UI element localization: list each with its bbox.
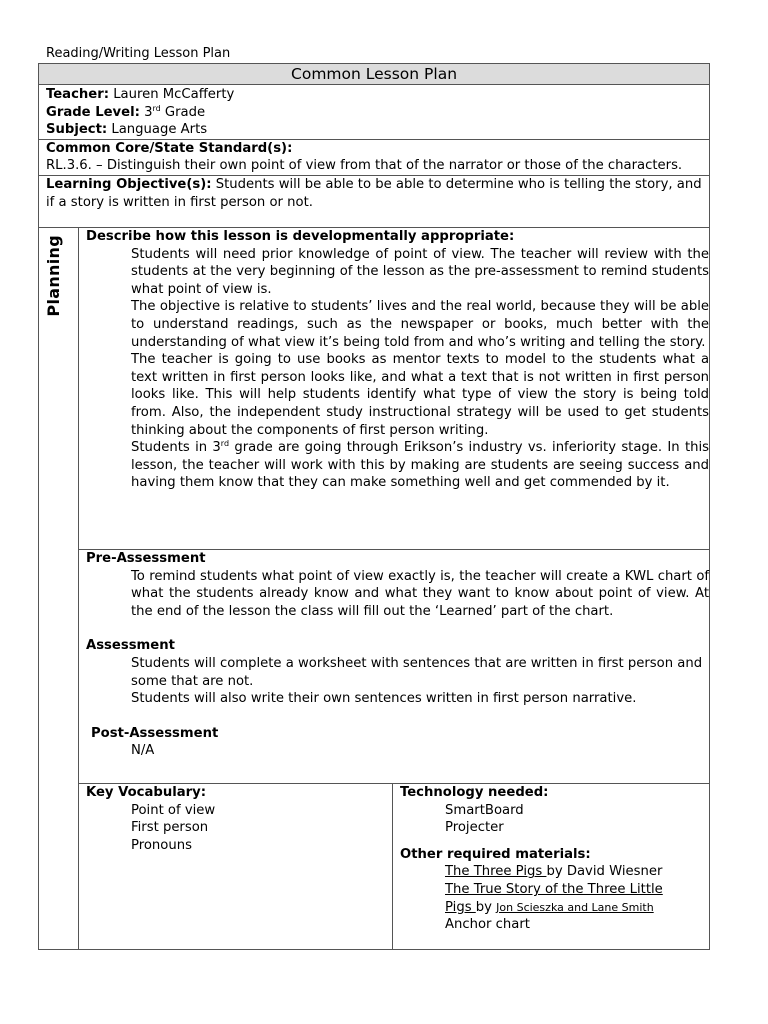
book2-authors: Jon Scieszka and Lane Smith <box>496 900 654 914</box>
technology-item: Projecter <box>445 820 504 836</box>
standards-text: RL.3.6. – Distinguish their own point of view from that of the narrator or those of the characters. <box>46 158 683 174</box>
plan-header: Common Lesson Plan <box>39 64 710 85</box>
grade-sup: rd <box>152 103 161 113</box>
vocabulary-item: First person <box>131 820 209 836</box>
standards-label: Common Core/State Standard(s): <box>46 140 293 156</box>
subject-line <box>46 121 709 139</box>
materials-item-2 <box>400 881 709 899</box>
technology-heading: Technology needed: <box>400 784 549 800</box>
book2-by: by <box>475 899 497 915</box>
teacher-info-cell <box>39 85 710 140</box>
technology-cell <box>393 783 710 949</box>
vocabulary-item: Pronouns <box>131 837 192 853</box>
assessment-heading: Assessment <box>86 638 175 654</box>
grade-value: 3 <box>139 104 153 120</box>
grade-suffix: Grade <box>160 104 206 120</box>
developmental-cell <box>79 227 710 549</box>
teacher-value: Lauren McCafferty <box>109 87 235 102</box>
developmental-p4 <box>86 439 709 492</box>
planning-side-cell <box>39 227 79 949</box>
grade-label: Grade Level: <box>46 104 140 120</box>
technology-item: SmartBoard <box>445 802 524 818</box>
materials-item-3: Anchor chart <box>445 917 530 933</box>
developmental-heading: Describe how this lesson is developmentally appropriate: <box>86 228 515 244</box>
assessment-cell <box>79 549 710 783</box>
planning-label: Planning <box>44 235 64 317</box>
materials-heading: Other required materials: <box>400 846 591 862</box>
grade-line <box>46 104 709 122</box>
vocabulary-heading: Key Vocabulary: <box>86 784 207 800</box>
pre-assessment-text: To remind students what point of view exactly is, the teacher will create a KWL chart of what the students already know and what they want to know about point of view. At the end of the lesson the class will fill out the ‘Learned’ part of the chart. <box>131 568 710 619</box>
assessment-line2: Students will also write their own sentences written in first person narrative. <box>131 691 637 707</box>
developmental-p1: Students will need prior knowledge of point of view. The teacher will review with the students at the very beginning of the lesson as the pre-assessment to remind students what point of view is. <box>131 246 710 297</box>
pre-assessment-heading: Pre-Assessment <box>86 550 206 566</box>
materials-item-2b <box>400 899 709 917</box>
objective-label: Learning Objective(s): <box>46 176 212 192</box>
book1-title: The Three Pigs <box>445 864 547 880</box>
developmental-p4-start: Students in 3 <box>131 440 221 456</box>
developmental-p4-rest: grade are going through Erikson’s industry vs. inferiority stage. In this lesson, the teacher will work with this by making are students are seeing success and having them know that they can make something well and get commended by it. <box>131 440 710 491</box>
standards-cell <box>39 139 710 175</box>
book1-author: by David Wiesner <box>546 864 663 880</box>
developmental-p4-sup: rd <box>220 439 230 449</box>
lesson-plan-table <box>38 63 710 950</box>
book2-title-b: Pigs <box>445 899 476 915</box>
developmental-p2: The objective is relative to students’ lives and the real world, because they will be able to understand readings, such as the newspaper or books, much better with the understanding of what view it’s being told from and who’s writing and telling the story. <box>131 299 710 350</box>
teacher-label: Teacher: <box>46 87 110 102</box>
book2-title-a: The True Story of the Three Little <box>445 881 663 897</box>
post-assessment-text: N/A <box>131 743 155 759</box>
teacher-line <box>46 86 709 104</box>
subject-value: Language Arts <box>107 122 208 138</box>
objective-cell <box>39 175 710 227</box>
vocabulary-item: Point of view <box>131 802 216 818</box>
document-title: Reading/Writing Lesson Plan <box>46 46 231 61</box>
objective-text: Students will be able to be able to determine who is telling the story, and if a story is written in first person or not. <box>46 176 702 210</box>
developmental-p3: The teacher is going to use books as mentor texts to model to the students what a text written in first person looks like, and what a text that is not written in first person looks like. This will help students identify what type of view the story is being told from. Also, the independent study instructional strategy will be used to get students thinking about the components of first person writing. <box>131 352 710 438</box>
assessment-line1: Students will complete a worksheet with sentences that are written in first person and some that are not. <box>131 655 703 689</box>
subject-label: Subject: <box>46 122 108 138</box>
post-assessment-heading: Post-Assessment <box>91 725 219 741</box>
vocabulary-cell <box>79 783 393 949</box>
materials-item-1 <box>400 863 709 881</box>
